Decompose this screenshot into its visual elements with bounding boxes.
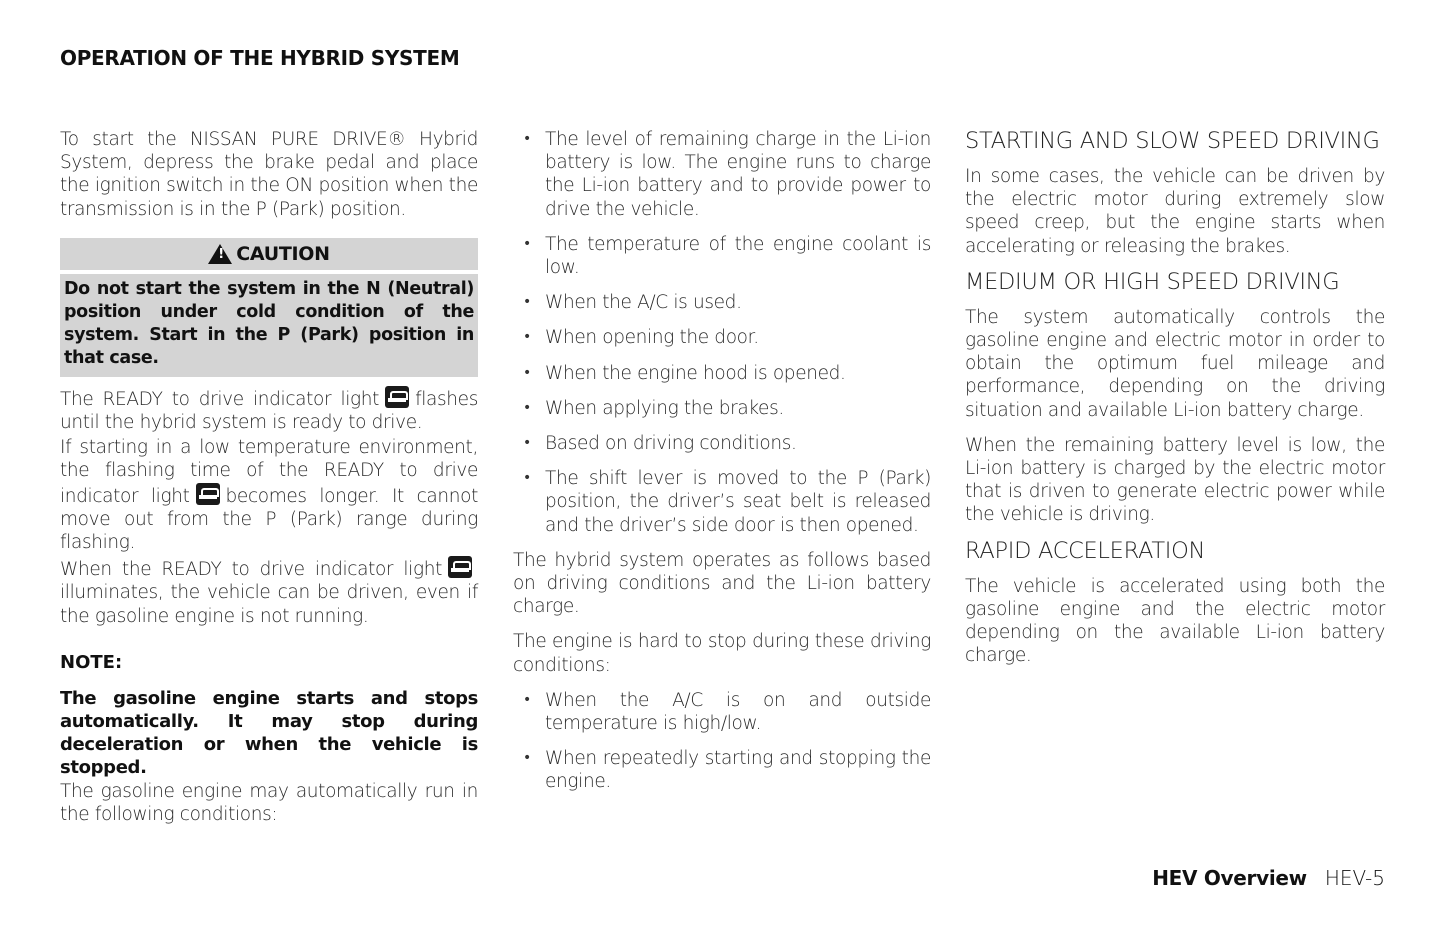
ready-text-a: The READY to drive indicator light [60,388,380,410]
medium-high-paragraph-2: When the remaining battery level is low, the Li-ion battery is charged by the electric motor that is driven to generate electric power while the vehicle is driving. [965,434,1385,526]
column-middle [513,128,931,806]
engine-run-conditions-list [513,128,931,537]
lowtemp-text-a: If starting in a low temperature environment, the flashing time of the READY to drive indicator light [60,437,478,507]
page-heading: OPERATION OF THE HYBRID SYSTEM [60,46,460,70]
hard-to-stop-list [513,689,931,794]
list-item: • When applying the brakes. [513,397,931,420]
list-item: • When the A/C is on and outside temperature is high/low. [513,689,931,735]
starting-paragraph: In some cases, the vehicle can be driven by the electric motor during extremely slow speed creep, but the engine starts when accelerating or releasing the brakes. [965,166,1385,257]
note-title: NOTE: [60,651,123,673]
operation-paragraph: The hybrid system operates as follows based on driving conditions and the Li-ion battery charge. [513,549,931,618]
footer-section-name: HEV Overview [1152,866,1307,890]
auto-run-paragraph: The gasoline engine may automatically run in the following conditions: [60,780,478,825]
note-text: The gasoline engine starts and stops automatically. It may stop during deceleration or when the vehicle is stopped. [60,687,478,779]
rapid-paragraph: The vehicle is accelerated using both the gasoline engine and the electric motor depending on the available Li-ion battery charge. [965,575,1385,667]
section-title-medium-high: MEDIUM OR HIGH SPEED DRIVING [965,268,1340,295]
list-item: • Based on driving conditions. [513,432,931,455]
illum-text-b: illuminates, the vehicle can be driven, even if the gasoline engine is not running. [60,582,478,627]
caution-text: Do not start the system in the N (Neutral) position under cold condition of the system. Start in the P (Park) position in that case. [64,278,474,368]
medium-high-paragraph-1: The system automatically controls the gasoline engine and electric motor in order to obtain the optimum fuel mileage and performance, depending on the driving situation and available Li-ion battery charge. [965,306,1385,421]
list-item: • The level of remaining charge in the Li-ion battery is low. The engine runs to charge the Li-ion battery and to provide power to drive the vehicle. [513,128,931,221]
page-number: HEV-5 [1324,866,1385,890]
section-title-rapid: RAPID ACCELERATION [965,537,1206,564]
intro-paragraph: To start the NISSAN PURE DRIVE® Hybrid System, depress the brake pedal and place the ignition switch in the ON position when the transmission is in the P (Park) position. [60,129,478,220]
page-footer [1152,866,1385,890]
illuminates-paragraph [60,556,478,628]
low-temperature-paragraph [60,436,478,554]
ready-text-b: flashes until the hybrid system is ready to drive. [60,388,478,434]
ready-indicator-paragraph [60,386,478,434]
lowtemp-text-b: becomes longer. It cannot move out from the P (Park) range during flashing. [60,485,478,554]
list-item: • When opening the door. [513,326,931,349]
warning-icon: ! [208,244,232,264]
list-item: • The shift lever is moved to the P (Park) position, the driver’s seat belt is released and the driver’s side door is then opened. [513,467,931,537]
caution-header [60,238,478,270]
caution-title: CAUTION [236,242,330,265]
note-box [60,687,478,780]
list-item: • The temperature of the engine coolant is low. [513,233,931,279]
list-item: • When the engine hood is opened. [513,362,931,385]
ready-indicator-icon [196,483,220,505]
list-item: • When the A/C is used. [513,291,931,314]
section-title-starting: STARTING AND SLOW SPEED DRIVING [965,128,1380,154]
list-item: • When repeatedly starting and stopping the engine. [513,747,931,793]
ready-indicator-icon [385,386,409,408]
column-right [965,128,1385,667]
illum-text-a: When the READY to drive indicator light [60,559,442,581]
caution-box [60,274,478,377]
column-left [60,128,478,826]
ready-indicator-icon [448,556,472,578]
hard-to-stop-paragraph: The engine is hard to stop during these driving conditions: [513,631,931,676]
